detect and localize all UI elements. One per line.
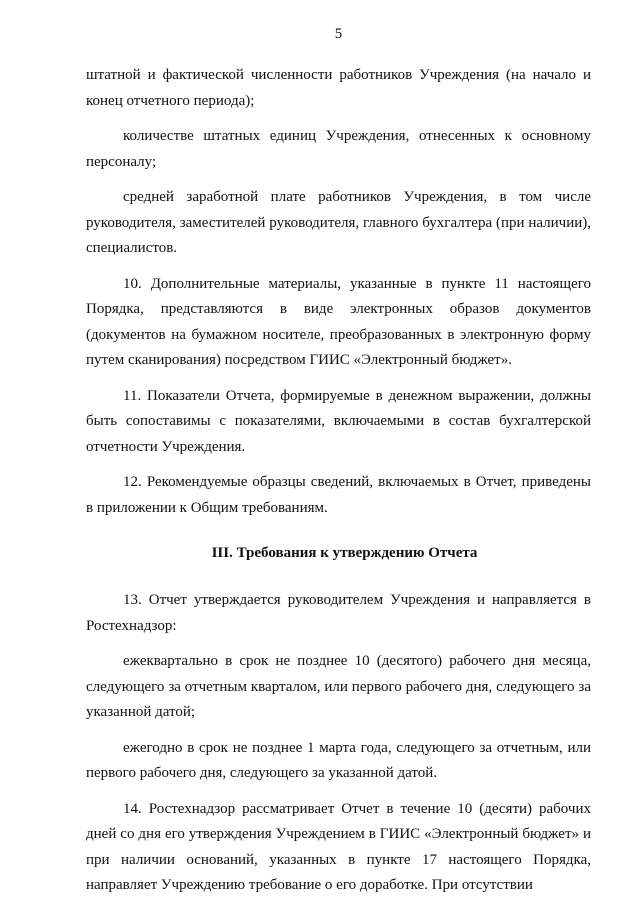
paragraph-staff-units: количестве штатных единиц Учреждения, отнесенных к основному персоналу;: [86, 128, 591, 170]
paragraph-item-14: 14. Ростехнадзор рассматривает Отчет в течение 10 (десяти) рабочих дней со дня его утверждения Учреждением в ГИИС «Электронный бюджет» и при наличии оснований, указанных в пункте 17 настоящего Порядка, направляет Учреждению требование о его доработке. При отсутствии: [86, 800, 591, 893]
page-number: 5: [334, 26, 343, 42]
paragraph-staff-count: штатной и фактической численности работников Учреждения (на начало и конец отчетного периода);: [86, 67, 591, 109]
paragraph-item-11: 11. Показатели Отчета, формируемые в денежном выражении, должны быть сопоставимы с показателями, включаемыми в состав бухгалтерской отчетности Учреждения.: [86, 387, 591, 455]
section-heading: III. Требования к утверждению Отчета: [211, 545, 478, 561]
paragraph-annually: ежегодно в срок не позднее 1 марта года, следующего за отчетным, или первого рабочего дня, следующего за указанной датой.: [86, 739, 591, 781]
paragraph-item-13: 13. Отчет утверждается руководителем Учреждения и направляется в Ростехнадзор:: [86, 592, 591, 634]
paragraph-item-10: 10. Дополнительные материалы, указанные в пункте 11 настоящего Порядка, представляются в виде электронных образов документов (документов на бумажном носителе, преобразованных в электронную форму путем сканирования) посредством ГИИС «Электронный бюджет».: [86, 275, 591, 368]
paragraph-quarterly: ежеквартально в срок не позднее 10 (десятого) рабочего дня месяца, следующего за отчетным кварталом, или первого рабочего дня, следующего за указанной датой;: [86, 653, 591, 720]
paragraph-item-12: 12. Рекомендуемые образцы сведений, включаемых в Отчет, приведены в приложении к Общим требованиям.: [86, 474, 591, 516]
paragraph-average-salary: средней заработной плате работников Учреждения, в том числе руководителя, заместителей руководителя, главного бухгалтера (при наличии), специалистов.: [86, 189, 591, 256]
